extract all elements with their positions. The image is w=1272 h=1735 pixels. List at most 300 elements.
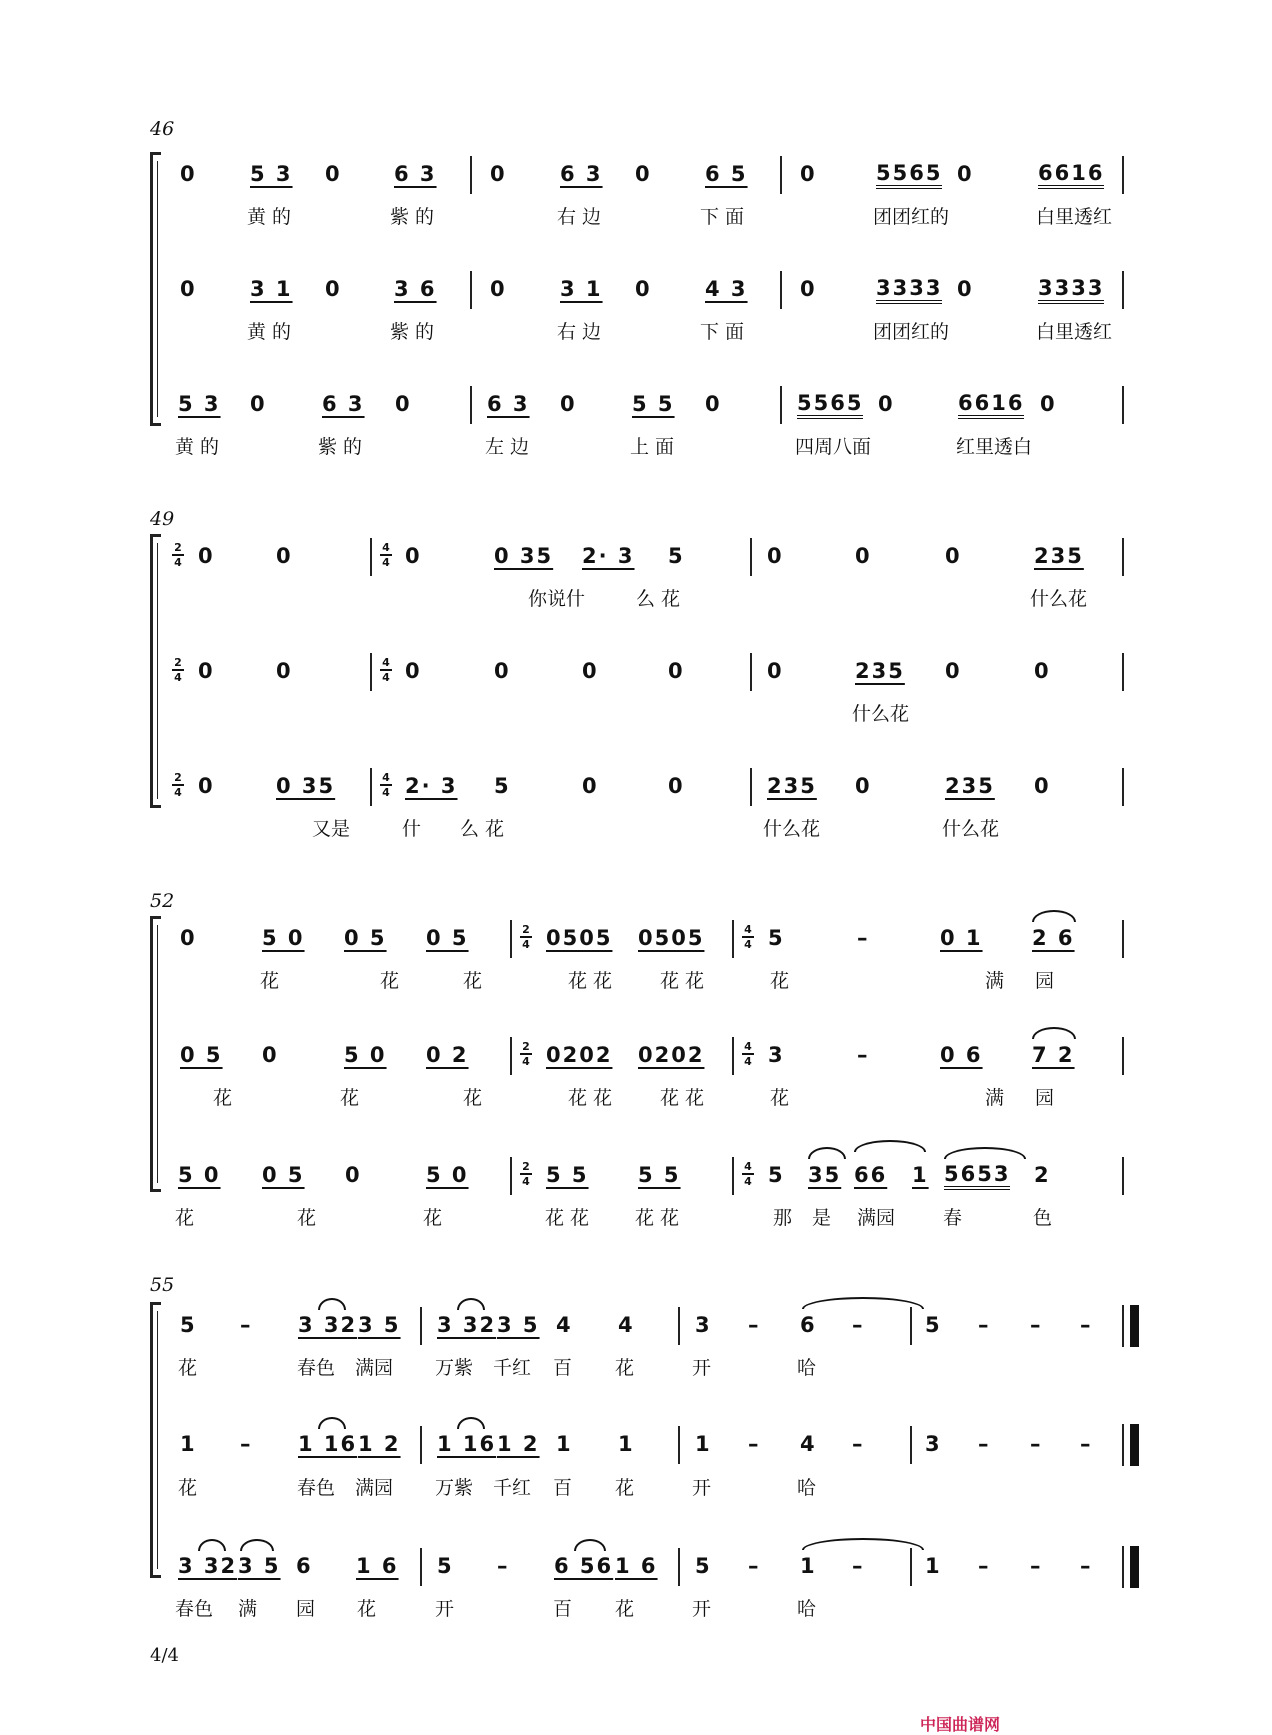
system-brace <box>150 916 161 1192</box>
note: 0 <box>582 774 599 798</box>
lyric: 左 边 <box>485 436 530 458</box>
note: – <box>1030 1432 1043 1456</box>
note: 3 5 <box>238 1554 281 1578</box>
note: 0 <box>767 544 784 568</box>
note: 3 <box>695 1313 712 1337</box>
barline <box>1122 1424 1124 1466</box>
note: 6 56 <box>554 1554 614 1578</box>
note: 5565 <box>797 392 863 419</box>
lyric: 花 <box>213 1087 233 1109</box>
note: 0 2 <box>426 1043 469 1067</box>
note: 0 5 <box>426 926 469 950</box>
note: – <box>748 1554 761 1578</box>
note: 0 <box>855 544 872 568</box>
note: – <box>240 1432 253 1456</box>
time-signature-4-4: 4 4 <box>742 1161 754 1187</box>
note: 0202 <box>546 1043 613 1067</box>
note: 0 <box>250 392 267 416</box>
note: 0 <box>180 162 197 186</box>
lyric: 紫 的 <box>318 436 363 458</box>
barline <box>910 1548 912 1586</box>
note: 3 32 <box>437 1313 497 1337</box>
lyric: 团团红的 <box>873 206 950 228</box>
note: 5 <box>695 1554 712 1578</box>
final-barline <box>1130 1424 1139 1466</box>
note: 1 2 <box>497 1432 540 1456</box>
lyric: 红里透白 <box>956 436 1033 458</box>
note: 5 0 <box>344 1043 387 1067</box>
lyric: 满 <box>985 1087 1005 1109</box>
lyric: 右 边 <box>557 206 602 228</box>
note: 235 <box>1034 544 1084 568</box>
tie <box>1032 910 1076 922</box>
lyric: 满园 <box>355 1357 394 1379</box>
note: 0 <box>180 277 197 301</box>
lyric: 花 <box>178 1477 198 1499</box>
note: 4 <box>618 1313 635 1337</box>
lyric: 花 花 <box>635 1207 680 1229</box>
time-signature-4-4: 4 4 <box>742 1041 754 1067</box>
barline <box>470 156 472 194</box>
note: 3333 <box>1038 277 1104 304</box>
note: 0 <box>1034 774 1051 798</box>
lyric: 满园 <box>857 1207 896 1229</box>
note: 0 <box>668 774 685 798</box>
lyric: 花 <box>615 1477 635 1499</box>
note: 1 16 <box>437 1432 497 1456</box>
lyric: 满 <box>985 970 1005 992</box>
note: 4 3 <box>705 277 748 301</box>
note: 0 <box>198 659 215 683</box>
note: 0 <box>325 277 342 301</box>
lyric: 花 <box>340 1087 360 1109</box>
system-brace <box>150 1302 161 1578</box>
note: 6 <box>296 1554 313 1578</box>
lyric: 上 面 <box>630 436 675 458</box>
note: 5 3 <box>178 392 221 416</box>
measure-number: 52 <box>150 890 175 912</box>
note: 35 <box>808 1163 842 1187</box>
time-signature-4-4: 4 4 <box>380 772 392 798</box>
note: 0505 <box>638 926 705 950</box>
barline <box>370 768 372 806</box>
note: 1 <box>618 1432 635 1456</box>
note: 0 <box>945 659 962 683</box>
note: 0 6 <box>940 1043 983 1067</box>
lyric: 花 <box>463 970 483 992</box>
note: 5 <box>494 774 511 798</box>
note: 235 <box>767 774 817 798</box>
note: 0 5 <box>180 1043 223 1067</box>
lyric: 黄 的 <box>247 321 292 343</box>
note: – <box>748 1313 761 1337</box>
note: 7 2 <box>1032 1043 1075 1067</box>
note: 3 32 <box>178 1554 238 1578</box>
note: – <box>857 1043 870 1067</box>
note: 0 <box>198 774 215 798</box>
barline <box>678 1307 680 1345</box>
lyric: 千红 <box>493 1477 532 1499</box>
note: – <box>1030 1554 1043 1578</box>
barline <box>370 538 372 576</box>
lyric: 万紫 <box>435 1357 474 1379</box>
barline <box>678 1426 680 1464</box>
note: 1 16 <box>298 1432 358 1456</box>
system-brace <box>150 534 161 808</box>
lyric: 百 <box>553 1598 573 1620</box>
note: 1 <box>800 1554 817 1578</box>
barline <box>780 386 782 424</box>
note: 0 <box>668 659 685 683</box>
note: 0 <box>276 544 293 568</box>
barline <box>370 653 372 691</box>
tie <box>318 1417 346 1429</box>
note: 5 <box>180 1313 197 1337</box>
note: 0 <box>1040 392 1057 416</box>
site-watermark: 中国曲谱网 <box>920 1715 1001 1734</box>
note: 0 <box>635 162 652 186</box>
lyric: 那 <box>773 1207 793 1229</box>
barline <box>510 920 512 958</box>
barline <box>1122 1305 1124 1347</box>
barline <box>1122 1546 1124 1588</box>
note: 0 <box>198 544 215 568</box>
lyric: 什么花 <box>763 818 821 840</box>
note: 0 <box>276 659 293 683</box>
system-brace <box>150 152 161 426</box>
barline <box>1122 271 1124 309</box>
note: 6616 <box>958 392 1024 419</box>
note: 3 5 <box>358 1313 401 1337</box>
note: 0 <box>635 277 652 301</box>
note: 0 <box>1034 659 1051 683</box>
lyric: 园 <box>1035 970 1055 992</box>
note: 3 <box>925 1432 942 1456</box>
barline <box>470 271 472 309</box>
note: 235 <box>855 659 905 683</box>
note: – <box>852 1432 865 1456</box>
tie <box>198 1539 226 1551</box>
lyric: 花 <box>615 1598 635 1620</box>
lyric: 紫 的 <box>390 321 435 343</box>
barline <box>420 1307 422 1345</box>
time-signature-2-4: 2 4 <box>520 1161 532 1187</box>
page-number: 4/4 <box>150 1645 179 1666</box>
tie <box>944 1147 1026 1159</box>
lyric: 开 <box>692 1357 712 1379</box>
tie <box>808 1147 846 1159</box>
note: – <box>748 1432 761 1456</box>
note: 0 <box>945 544 962 568</box>
note: 6616 <box>1038 162 1104 189</box>
final-barline <box>1130 1305 1139 1347</box>
note: 235 <box>945 774 995 798</box>
note: 3 1 <box>250 277 293 301</box>
time-signature-2-4: 2 4 <box>520 1041 532 1067</box>
tie <box>318 1298 346 1310</box>
note: 3 <box>768 1043 785 1067</box>
lyric: 花 <box>770 970 790 992</box>
lyric: 什么花 <box>942 818 1000 840</box>
note: 1 <box>925 1554 942 1578</box>
final-barline <box>1130 1546 1139 1588</box>
barline <box>750 538 752 576</box>
lyric: 花 <box>615 1357 635 1379</box>
tie <box>240 1539 274 1551</box>
lyric: 花 <box>463 1087 483 1109</box>
barline <box>510 1157 512 1195</box>
lyric: 是 <box>812 1207 832 1229</box>
lyric: 花 <box>357 1598 377 1620</box>
note: 5565 <box>876 162 942 189</box>
lyric: 么 花 <box>460 818 505 840</box>
note: 5 3 <box>250 162 293 186</box>
lyric: 花 花 <box>568 970 613 992</box>
note: 5 <box>768 1163 785 1187</box>
note: 0 35 <box>276 774 336 798</box>
time-signature-2-4: 2 4 <box>520 924 532 950</box>
barline <box>1122 920 1124 958</box>
barline <box>1122 386 1124 424</box>
note: 66 <box>854 1163 888 1187</box>
barline <box>510 1037 512 1075</box>
note: – <box>978 1432 991 1456</box>
note: – <box>852 1313 865 1337</box>
lyric: 哈 <box>797 1357 817 1379</box>
lyric: 花 <box>380 970 400 992</box>
note: 6 5 <box>705 162 748 186</box>
barline <box>1122 538 1124 576</box>
lyric: 满园 <box>355 1477 394 1499</box>
note: 6 <box>800 1313 817 1337</box>
note: 2 6 <box>1032 926 1075 950</box>
note: 0 <box>800 277 817 301</box>
note: 5 <box>437 1554 454 1578</box>
note: 0 5 <box>262 1163 305 1187</box>
lyric: 什么花 <box>1030 588 1088 610</box>
lyric: 哈 <box>797 1598 817 1620</box>
lyric: 白里透红 <box>1036 206 1113 228</box>
lyric: 花 花 <box>660 970 705 992</box>
note: 0 <box>405 544 422 568</box>
note: 6 3 <box>394 162 437 186</box>
barline <box>910 1426 912 1464</box>
note: 6 3 <box>487 392 530 416</box>
lyric: 园 <box>1035 1087 1055 1109</box>
note: 5 <box>925 1313 942 1337</box>
time-signature-4-4: 4 4 <box>380 542 392 568</box>
lyric: 春色 <box>175 1598 214 1620</box>
note: – <box>852 1554 865 1578</box>
lyric: 万紫 <box>435 1477 474 1499</box>
note: 5 5 <box>638 1163 681 1187</box>
lyric: 什 <box>402 818 422 840</box>
lyric: 花 <box>178 1357 198 1379</box>
note: – <box>240 1313 253 1337</box>
lyric: 下 面 <box>700 206 745 228</box>
note: 1 <box>556 1432 573 1456</box>
note: 0 <box>405 659 422 683</box>
tie <box>854 1140 926 1152</box>
note: 3 32 <box>298 1313 358 1337</box>
lyric: 下 面 <box>700 321 745 343</box>
barline <box>732 1037 734 1075</box>
lyric: 团团红的 <box>873 321 950 343</box>
note: 1 <box>180 1432 197 1456</box>
note: 0505 <box>546 926 613 950</box>
note: – <box>1080 1313 1093 1337</box>
barline <box>420 1426 422 1464</box>
note: 0 <box>560 392 577 416</box>
lyric: 百 <box>553 1477 573 1499</box>
note: 5 <box>668 544 685 568</box>
note: 0 35 <box>494 544 554 568</box>
note: 5 0 <box>178 1163 221 1187</box>
barline <box>1122 156 1124 194</box>
note: 5 0 <box>426 1163 469 1187</box>
lyric: 花 <box>260 970 280 992</box>
lyric: 花 <box>770 1087 790 1109</box>
lyric: 右 边 <box>557 321 602 343</box>
lyric: 春色 <box>297 1357 336 1379</box>
lyric: 你说什 <box>528 588 586 610</box>
barline <box>910 1307 912 1345</box>
note: 0 <box>325 162 342 186</box>
lyric: 千红 <box>493 1357 532 1379</box>
note: 0 <box>490 277 507 301</box>
lyric: 开 <box>435 1598 455 1620</box>
note: 0 <box>878 392 895 416</box>
barline <box>1122 653 1124 691</box>
time-signature-2-4: 2 4 <box>172 657 184 683</box>
note: 4 <box>556 1313 573 1337</box>
lyric: 满 <box>238 1598 258 1620</box>
barline <box>470 386 472 424</box>
note: 0 <box>494 659 511 683</box>
note: 0 <box>767 659 784 683</box>
note: 0 <box>395 392 412 416</box>
note: 2 <box>1034 1163 1051 1187</box>
note: 0 <box>957 162 974 186</box>
lyric: 花 花 <box>545 1207 590 1229</box>
note: 5 5 <box>546 1163 589 1187</box>
lyric: 开 <box>692 1477 712 1499</box>
lyric: 花 <box>297 1207 317 1229</box>
lyric: 开 <box>692 1598 712 1620</box>
note: 1 <box>695 1432 712 1456</box>
lyric: 紫 的 <box>390 206 435 228</box>
time-signature-2-4: 2 4 <box>172 542 184 568</box>
note: 6 3 <box>560 162 603 186</box>
tie <box>802 1297 924 1309</box>
note: 1 6 <box>356 1554 399 1578</box>
time-signature-2-4: 2 4 <box>172 772 184 798</box>
note: 0 <box>262 1043 279 1067</box>
lyric: 白里透红 <box>1036 321 1113 343</box>
note: 1 <box>912 1163 929 1187</box>
lyric: 色 <box>1033 1207 1053 1229</box>
note: – <box>978 1554 991 1578</box>
measure-number: 49 <box>150 508 175 530</box>
lyric: 么 花 <box>636 588 681 610</box>
lyric: 又是 <box>312 818 351 840</box>
tie <box>574 1539 606 1551</box>
lyric: 花 <box>175 1207 195 1229</box>
note: 5 <box>768 926 785 950</box>
tie <box>802 1538 924 1550</box>
note: 2· 3 <box>405 774 458 798</box>
note: – <box>1080 1432 1093 1456</box>
note: 0 <box>855 774 872 798</box>
tie <box>457 1298 485 1310</box>
lyric: 花 <box>423 1207 443 1229</box>
note: 0 <box>345 1163 362 1187</box>
note: – <box>1080 1554 1093 1578</box>
lyric: 哈 <box>797 1477 817 1499</box>
note: – <box>857 926 870 950</box>
note: 4 <box>800 1432 817 1456</box>
tie <box>457 1417 485 1429</box>
barline <box>1122 768 1124 806</box>
note: 5 5 <box>632 392 675 416</box>
note: 1 2 <box>358 1432 401 1456</box>
lyric: 什么花 <box>852 703 910 725</box>
note: 0 <box>490 162 507 186</box>
note: 3 1 <box>560 277 603 301</box>
measure-number: 46 <box>150 118 175 140</box>
barline <box>780 271 782 309</box>
lyric: 黄 的 <box>247 206 292 228</box>
note: 6 3 <box>322 392 365 416</box>
note: 3 6 <box>394 277 437 301</box>
barline <box>780 156 782 194</box>
barline <box>1122 1157 1124 1195</box>
tie <box>1032 1027 1076 1039</box>
note: 0 <box>582 659 599 683</box>
lyric: 园 <box>296 1598 316 1620</box>
note: 0 <box>957 277 974 301</box>
note: 1 6 <box>615 1554 658 1578</box>
note: 0 <box>800 162 817 186</box>
note: 0 5 <box>344 926 387 950</box>
barline <box>420 1548 422 1586</box>
lyric: 春 <box>943 1207 963 1229</box>
time-signature-4-4: 4 4 <box>380 657 392 683</box>
note: – <box>978 1313 991 1337</box>
barline <box>1122 1037 1124 1075</box>
lyric: 花 花 <box>568 1087 613 1109</box>
barline <box>678 1548 680 1586</box>
note: 0202 <box>638 1043 705 1067</box>
barline <box>750 653 752 691</box>
note: 0 <box>180 926 197 950</box>
note: 5 0 <box>262 926 305 950</box>
lyric: 春色 <box>297 1477 336 1499</box>
measure-number: 55 <box>150 1274 175 1296</box>
note: 5653 <box>944 1163 1010 1190</box>
note: – <box>497 1554 510 1578</box>
note: 0 1 <box>940 926 983 950</box>
barline <box>732 920 734 958</box>
barline <box>750 768 752 806</box>
lyric: 百 <box>553 1357 573 1379</box>
note: 0 <box>705 392 722 416</box>
note: 2· 3 <box>582 544 635 568</box>
time-signature-4-4: 4 4 <box>742 924 754 950</box>
barline <box>732 1157 734 1195</box>
note: 3 5 <box>497 1313 540 1337</box>
lyric: 四周八面 <box>795 436 872 458</box>
